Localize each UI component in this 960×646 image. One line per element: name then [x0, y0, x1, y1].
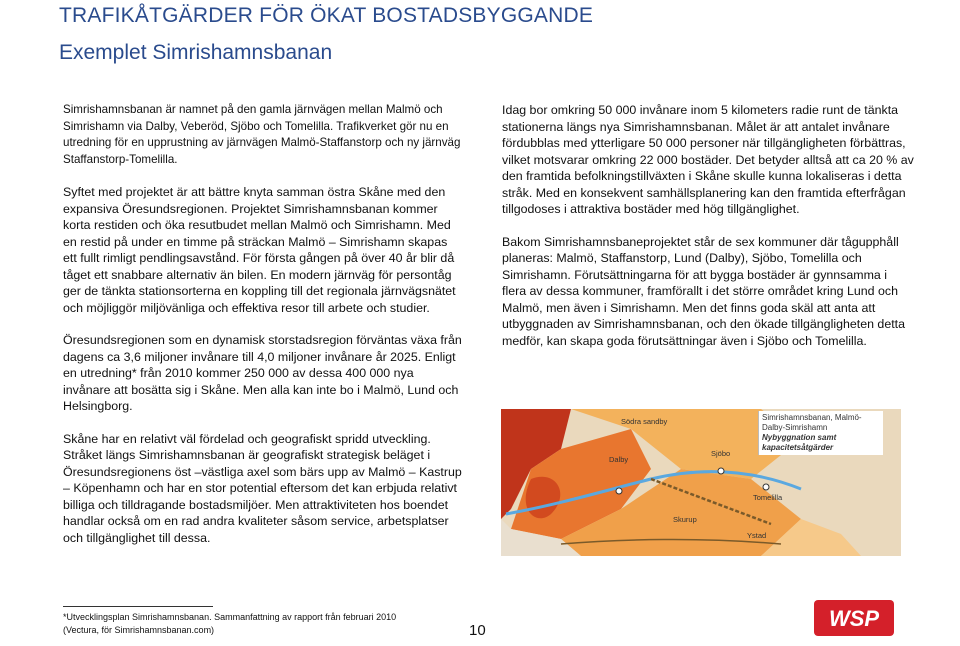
right-column: [502, 102, 914, 365]
map-label-skurup: Skurup: [673, 515, 697, 524]
paragraph-intro: Simrishamnsbanan är namnet på den gamla järnvägen mellan Malmö och Simrishamn via Dalby, Veberöd, Sjöbo och Tomelilla. Trafikverket gör nu en utredning för en upprustning av järnvägen Malmö-Staffanstorp och ny järnväg Staffanstorp-Tomelilla.: [63, 103, 461, 166]
legend-line-1: Simrishamnsbanan, Malmö-: [762, 413, 862, 422]
paragraph-population: Idag bor omkring 50 000 invånare inom 5 kilometers radie runt de tänkta stationerna längs nya Simrishamnsbanan. Målet är att antalet invånare fördubblas med ytterligare 50 000 personer när tillgängligheten förbättras, vilket motsvarar omkring 22 000 bostäder. Det betyder alltså att ca 20 % av den framtida befolkningstillväxten i Skåne skulle kunna lokaliseras i detta stråk. Med en konsekvent samhällsplanering kan den framtida efterfrågan tillgodoses i attraktiva bostäder med hög tillgänglighet.: [502, 103, 914, 216]
footnote: [63, 611, 396, 637]
paragraph-purpose: Syftet med projektet är att bättre knyta samman östra Skåne med den expansiva Öresundsregionen. Projektet Simrishamnsbanan kommer korta restiden och öka resutbudet mellan Malmö och Simrishamn. Med en restid på under en timme på sträckan Malmö – Simrishamn skapas ett fullt rimligt pendlingsavstånd. För första gången på över 40 år blir då tåget ett snabbare alternativ än bilen. En modern järnväg för persontåg ger de tänkta stationsorterna en koppling till det regionala järnvägsnätet och möjliggör miljövänliga och effektiva resor till arbete och studier.: [63, 185, 456, 315]
paragraph-development: Skåne har en relativt väl fördelad och geografiskt spridd utveckling. Stråket längs Simrishamnsbanan är geografiskt strategisk beläget i Öresundsregionens öst –västliga axel som bärs upp av Malmö – Kastrup – Köpenhamn och har en stor potential eftersom det kan erbjuda relativt billiga och tilldragande bostadsmiljöer. Men attraktiviteten hos boendet handlar också om en rad andra kvaliteter såsom service, arbetsplatser och tillgänglighet till dessa.: [63, 431, 462, 545]
map-label-tomelilla: Tomelilla: [753, 493, 783, 502]
map-label-sjobo: Sjöbo: [711, 449, 731, 458]
page-subtitle: Exemplet Simrishamnsbanan: [59, 41, 333, 64]
footnote-rule: [63, 606, 213, 607]
page-title: TRAFIKÅTGÄRDER FÖR ÖKAT BOSTADSBYGGANDE: [59, 4, 594, 27]
map-label-dalby: Dalby: [609, 455, 629, 464]
paragraph-municipalities: Bakom Simrishamnsbaneprojektet står de sex kommuner där tågupphåll planeras: Malmö, Staffanstorp, Lund (Dalby), Sjöbo, Tomelilla och Simrishamn. Förutsättningarna för att bygga bostäder är gynnsamma i flera av dessa kommuner, framförallt i det större området kring Lund och Malmö, men även i Simrishamn. Men det finns goda skäl att anta att utbyggnaden av Simrishamnsbanan, och den ökade tillgängligheten detta medför, kan skapa goda förutsättningar även i Sjöbo och Tomelilla.: [502, 234, 905, 348]
footnote-line-1: *Utvecklingsplan Simrishamnsbanan. Sammanfattning av rapport från februari 2010: [63, 612, 397, 622]
wsp-logo: [814, 600, 894, 636]
page-number: 10: [469, 622, 486, 639]
paragraph-growth: Öresundsregionen som en dynamisk storstadsregion förväntas växa från dagens ca 3,6 miljoner invånare till 4,0 miljoner invånare år 2025. Enligt en utredning* från 2010 kommer 250 000 av dessa 400 000 nya invånare att bosätta sig i Skåne. Men alla kan inte bo i Malmö, Lund och Helsingborg.: [63, 333, 462, 413]
map-legend: [758, 411, 883, 455]
map-label-ystad: Ystad: [747, 531, 767, 540]
map-label-sodra-sandby: Södra sandby: [621, 417, 668, 426]
wsp-logo-icon: [814, 600, 894, 636]
legend-line-4: kapacitetsåtgärder: [762, 443, 834, 452]
left-column: [63, 102, 463, 562]
svg-text:WSP: WSP: [828, 606, 880, 631]
footnote-line-2: (Vectura, för Simrishamnsbanan.com): [63, 625, 215, 635]
legend-line-2: Dalby-Simrishamn: [762, 423, 828, 432]
legend-line-3: Nybyggnation samt: [762, 433, 837, 442]
